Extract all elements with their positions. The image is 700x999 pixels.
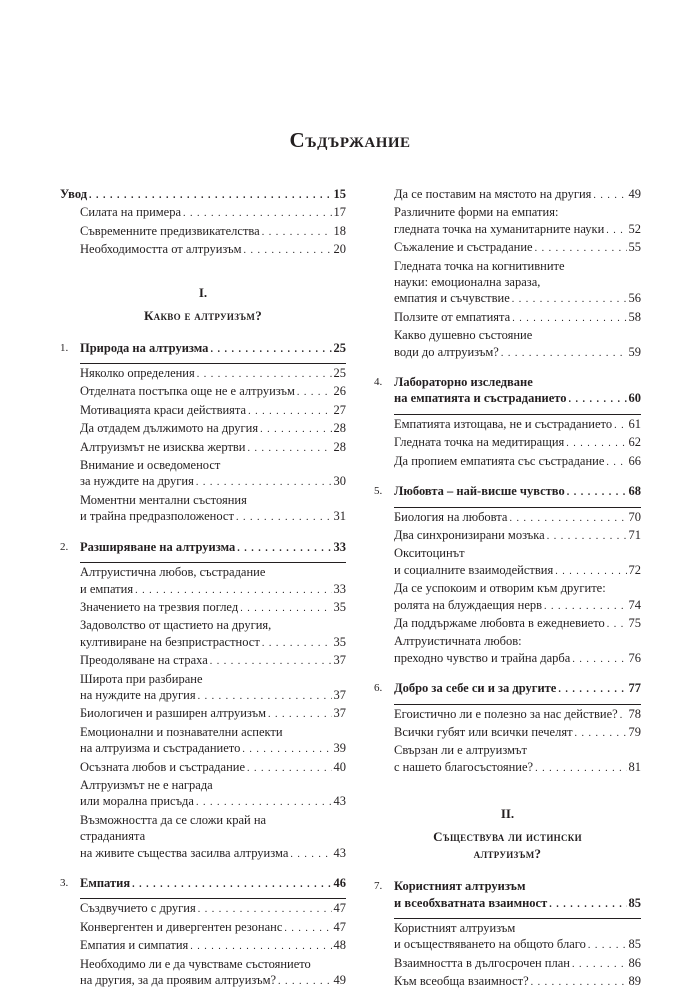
page-number: 47 xyxy=(333,901,346,916)
entry-label: Любовта – най-висше чувство xyxy=(394,484,565,499)
entry-label: ролята на блуждаещия нерв xyxy=(394,597,543,612)
toc-entry[interactable] xyxy=(80,439,346,457)
dot-leader xyxy=(290,847,331,863)
toc-entry[interactable] xyxy=(394,580,641,615)
toc-entry[interactable] xyxy=(80,564,346,599)
page-number: 86 xyxy=(628,955,641,970)
chapter-divider xyxy=(394,918,641,919)
entry-label: Окситоцинът xyxy=(394,546,465,561)
chapter-number: 2. xyxy=(60,540,69,553)
dot-leader xyxy=(237,541,331,557)
chapter-heading[interactable] xyxy=(80,875,346,893)
entry-label: Алтруистична любов, състрадание xyxy=(80,565,266,580)
dot-leader xyxy=(244,243,332,259)
toc-entry[interactable] xyxy=(80,705,346,723)
dot-leader xyxy=(210,654,332,670)
dot-leader xyxy=(197,367,332,383)
page-number: 18 xyxy=(333,223,346,238)
page-number: 49 xyxy=(333,973,346,988)
dot-leader xyxy=(555,564,626,580)
page-number: 43 xyxy=(333,794,346,809)
entry-label: Алтруизмът не е награда xyxy=(80,777,213,792)
page-number: 39 xyxy=(333,741,346,756)
page-number: 62 xyxy=(628,435,641,450)
entry-label: Внимание и осведоменост xyxy=(80,458,221,473)
toc-entry[interactable] xyxy=(80,724,346,759)
chapter-heading[interactable] xyxy=(394,680,641,698)
entry-label: Взаимността в дългосрочен план xyxy=(394,955,570,970)
page-number: 43 xyxy=(333,845,346,860)
chapter-divider xyxy=(80,898,346,899)
page-number: 77 xyxy=(628,681,641,696)
entry-label: и социалните взаимодействия xyxy=(394,562,554,577)
toc-entry[interactable] xyxy=(394,973,641,991)
page-number: 37 xyxy=(333,687,346,702)
part-number: I. xyxy=(198,284,208,300)
page-number: 37 xyxy=(333,706,346,721)
toc-entry[interactable] xyxy=(394,706,641,724)
entry-label: Увод xyxy=(60,187,88,201)
entry-label: Мотивацията краси действията xyxy=(80,402,247,417)
entry-label: на нуждите на другия xyxy=(80,687,196,702)
entry-label: Емпатия и симпатия xyxy=(80,938,189,953)
toc-entry[interactable] xyxy=(80,900,346,918)
entry-label: Гледната точка на медитиращия xyxy=(394,435,565,450)
toc-entry[interactable] xyxy=(394,509,641,527)
toc-entry[interactable] xyxy=(80,365,346,383)
entry-label: Необходимостта от алтруизъм xyxy=(80,242,242,257)
entry-label: Преодоляване на страха xyxy=(80,653,208,668)
dot-leader xyxy=(236,510,332,526)
page-number: 26 xyxy=(333,384,346,399)
page-number: 48 xyxy=(333,938,346,953)
entry-label: емпатия и съчувствие xyxy=(394,291,510,306)
page-number: 76 xyxy=(628,650,641,665)
toc-entry[interactable] xyxy=(394,327,641,362)
toc-entry[interactable] xyxy=(394,434,641,452)
entry-label: Конвергентен и дивергентен резонанс xyxy=(80,919,283,934)
page-number: 52 xyxy=(628,221,641,236)
toc-entry[interactable] xyxy=(80,402,346,420)
toc-entry[interactable] xyxy=(80,492,346,527)
page-number: 33 xyxy=(333,581,346,596)
chapter-divider xyxy=(394,704,641,705)
dot-leader xyxy=(260,422,331,438)
toc-entry[interactable] xyxy=(394,724,641,742)
entry-label: и всеобхватната взаимност xyxy=(394,895,548,910)
entry-label: Към всеобща взаимност? xyxy=(394,974,529,989)
chapter-heading[interactable] xyxy=(80,340,346,358)
page-number: 25 xyxy=(333,366,346,381)
dot-leader xyxy=(242,742,331,758)
chapter xyxy=(374,680,641,777)
page-number: 58 xyxy=(628,309,641,324)
entry-label: води до алтруизъм? xyxy=(394,344,499,359)
toc-entry[interactable] xyxy=(394,742,641,777)
entry-label: страданията xyxy=(80,829,146,844)
entry-label: преходно чувство и трайна дарба xyxy=(394,650,571,665)
dot-leader xyxy=(512,311,626,327)
chapter-block xyxy=(374,878,641,991)
entry-label: Биология на любовта xyxy=(394,509,508,524)
entry-label: Широта при разбиране xyxy=(80,671,203,686)
dot-leader xyxy=(620,708,627,724)
toc-entry[interactable] xyxy=(80,919,346,937)
entry-label: Добро за себе си и за другите xyxy=(394,681,557,696)
page-number: 46 xyxy=(333,876,346,890)
dot-leader xyxy=(544,599,626,615)
entry-label: Съжаление и състрадание xyxy=(394,240,533,255)
entry-label: Емпатията изтощава, не и състраданието xyxy=(394,416,613,431)
dot-leader xyxy=(247,761,331,777)
toc-entry[interactable] xyxy=(80,759,346,777)
entry-label: Користният алтруизъм xyxy=(394,921,516,935)
chapter-divider xyxy=(394,507,641,508)
dot-leader xyxy=(240,601,331,617)
entry-label: и емпатия xyxy=(80,581,134,596)
entry-label: Гледната точка на когнитивните xyxy=(394,258,565,273)
page-number: 17 xyxy=(333,205,346,220)
toc-entry[interactable] xyxy=(80,652,346,670)
dot-leader xyxy=(262,636,332,652)
page-number: 28 xyxy=(333,439,346,454)
page-number: 56 xyxy=(628,291,641,306)
entry-label: Два синхронизирани мозъка xyxy=(394,527,545,542)
part-number: II. xyxy=(500,806,515,822)
chapter xyxy=(60,539,346,863)
toc-entry[interactable] xyxy=(394,416,641,434)
toc-entry[interactable] xyxy=(80,457,346,492)
entry-label: Създвучието с другия xyxy=(80,901,196,916)
entry-label: Различните форми на емпатия: xyxy=(394,205,559,220)
page-number: 49 xyxy=(628,187,641,201)
chapter-divider xyxy=(394,414,641,415)
chapter-block xyxy=(60,875,346,990)
entry-label: Да поддържаме любовта в ежедневието xyxy=(394,615,605,630)
dot-leader xyxy=(262,225,332,241)
chapter-heading[interactable] xyxy=(80,539,346,557)
page-title: Съдържание xyxy=(289,128,411,152)
page-number: 15 xyxy=(333,187,346,201)
entry-label: Задоволство от щастието на другия, xyxy=(80,618,272,633)
chapter-number: 3. xyxy=(60,877,69,889)
dot-leader xyxy=(512,292,627,308)
dot-leader xyxy=(196,475,332,491)
page-number: 68 xyxy=(628,484,641,499)
toc-entry[interactable] xyxy=(80,671,346,706)
dot-leader xyxy=(284,921,331,937)
chapter-divider xyxy=(80,363,346,364)
toc-entry-intro[interactable] xyxy=(60,186,346,204)
chapter xyxy=(374,374,641,471)
toc-entry[interactable] xyxy=(394,239,641,257)
part-title: Какво е алтруизъм? xyxy=(143,307,263,323)
dot-leader xyxy=(535,241,627,257)
dot-leader xyxy=(567,485,627,501)
dot-leader xyxy=(268,707,331,723)
entry-label: Моментни ментални състояния xyxy=(80,492,247,507)
page-number: 30 xyxy=(333,474,346,489)
toc-right-column xyxy=(374,186,641,992)
entry-label: Свързан ли е алтруизмът xyxy=(394,743,527,758)
entry-label: Какво душевно състояние xyxy=(394,328,533,343)
entry-label: Емоционални и познавателни аспекти xyxy=(80,724,283,739)
dot-leader xyxy=(607,617,627,633)
entry-label: Значението на трезвия поглед xyxy=(80,599,239,614)
dot-leader xyxy=(198,902,332,918)
entry-label: науки: емоционална зараза, xyxy=(394,275,541,290)
dot-leader xyxy=(566,436,626,452)
chapter-number: 5. xyxy=(374,485,383,498)
entry-label: Биологичен и разширен алтруизъм xyxy=(80,706,267,721)
entry-label: Всички губят или всички печелят xyxy=(394,724,573,739)
toc-entry[interactable] xyxy=(80,812,346,863)
dot-leader xyxy=(593,188,626,204)
page-number: 61 xyxy=(628,416,641,431)
chapter-block xyxy=(60,340,346,527)
chapter-block xyxy=(374,483,641,668)
entry-label: Емпатия xyxy=(80,876,131,890)
chapter-block xyxy=(374,680,641,777)
page-number: 31 xyxy=(333,509,346,524)
part-title xyxy=(374,828,641,862)
entry-label: Отделната постъпка още не е алтруизъм xyxy=(80,384,295,399)
entry-label: Съвременните предизвикателства xyxy=(80,223,260,238)
entry-label: Да пропием емпатията със състрадание xyxy=(394,453,605,468)
page-number: 72 xyxy=(628,562,641,577)
page-number: 85 xyxy=(628,895,641,910)
page-number: 33 xyxy=(333,539,346,554)
entry-label: Да се поставим на мястото на другия xyxy=(394,187,592,201)
chapter-number: 6. xyxy=(374,682,383,695)
dot-leader xyxy=(531,975,627,991)
toc-entry[interactable] xyxy=(394,955,641,973)
dot-leader xyxy=(572,957,627,973)
dot-leader xyxy=(132,877,331,893)
page-number: 81 xyxy=(628,759,641,774)
toc-entry[interactable] xyxy=(60,241,346,259)
dot-leader xyxy=(588,938,627,954)
dot-leader xyxy=(196,795,332,811)
page-number: 70 xyxy=(628,509,641,524)
entry-label: Лабораторно изследване xyxy=(394,375,533,390)
toc-entry[interactable] xyxy=(394,453,641,471)
entry-label: Природа на алтруизма xyxy=(80,340,209,355)
entry-label: култивиране на безпристрастност xyxy=(80,634,260,649)
chapter-heading[interactable] xyxy=(394,483,641,501)
page-number: 20 xyxy=(333,242,346,257)
page-number: 47 xyxy=(333,919,346,934)
entry-label: или морална присъда xyxy=(80,794,194,809)
chapter xyxy=(60,875,346,990)
page-number: 40 xyxy=(333,759,346,774)
dot-leader xyxy=(297,385,332,401)
dot-leader xyxy=(89,188,331,204)
dot-leader xyxy=(606,223,626,239)
entry-label: Възможността да се сложи край на xyxy=(80,812,267,827)
chapter-block xyxy=(60,539,346,863)
toc-entry[interactable] xyxy=(394,527,641,545)
entry-label: Да отдадем дължимото на другия xyxy=(80,421,259,436)
chapter xyxy=(60,340,346,527)
chapter-block xyxy=(374,374,641,471)
toc-entry[interactable] xyxy=(60,204,346,222)
dot-leader xyxy=(135,583,331,599)
chapter-number: 1. xyxy=(60,341,69,354)
dot-leader xyxy=(569,392,627,408)
page-number: 75 xyxy=(628,615,641,630)
dot-leader xyxy=(572,652,626,668)
page-number: 89 xyxy=(628,974,641,989)
entry-label: Разширяване на алтруизма xyxy=(80,539,236,554)
intro-section xyxy=(60,186,346,260)
dot-leader xyxy=(606,455,626,471)
page-number: 59 xyxy=(628,344,641,359)
entry-label: на живите същества засилва алтруизма xyxy=(80,845,289,860)
entry-label: Користният алтруизъм xyxy=(394,879,526,894)
entry-label: с нашето благосъстояние? xyxy=(394,759,534,774)
dot-leader xyxy=(501,346,627,362)
dot-leader xyxy=(248,441,332,457)
page-number: 28 xyxy=(333,421,346,436)
chapter-divider xyxy=(80,562,346,563)
entry-label: и осъществяването на общото благо xyxy=(394,937,586,952)
entry-label: Алтруизмът не изисква жертви xyxy=(80,439,246,454)
entry-label: на другия, за да проявим алтруизъм? xyxy=(80,973,277,988)
part-title-line: Съществува ли истински xyxy=(433,829,582,845)
page-number: 79 xyxy=(628,724,641,739)
toc-entry[interactable] xyxy=(80,383,346,401)
page-number: 35 xyxy=(333,634,346,649)
chapter-number: 7. xyxy=(374,880,383,893)
entry-label: Силата на примера xyxy=(80,205,182,220)
page-number: 66 xyxy=(628,453,641,468)
toc-entry[interactable] xyxy=(394,615,641,633)
toc-entry[interactable] xyxy=(80,420,346,438)
page-number: 27 xyxy=(333,402,346,417)
dot-leader xyxy=(210,342,331,358)
toc-entry[interactable] xyxy=(80,617,346,652)
toc-entry[interactable] xyxy=(394,633,641,668)
entry-label: Алтруистичната любов: xyxy=(394,634,522,649)
dot-leader xyxy=(198,689,332,705)
entry-label: Необходимо ли е да чувстваме състоянието xyxy=(80,956,311,971)
dot-leader xyxy=(183,206,331,222)
toc-entry[interactable] xyxy=(394,920,641,955)
page-number: 35 xyxy=(333,599,346,614)
toc-entry[interactable] xyxy=(80,937,346,955)
toc-entry[interactable] xyxy=(394,545,641,580)
chapter xyxy=(374,878,641,991)
dot-leader xyxy=(278,974,331,990)
dot-leader xyxy=(190,939,331,955)
part-title-line: алтруизъм? xyxy=(473,846,542,862)
dot-leader xyxy=(248,404,331,420)
page-number: 25 xyxy=(333,340,346,355)
toc-entry[interactable] xyxy=(80,956,346,991)
chapter xyxy=(374,483,641,668)
toc-entry[interactable] xyxy=(394,309,641,327)
page-number: 78 xyxy=(628,706,641,721)
toc-entry[interactable] xyxy=(394,258,641,309)
dot-leader xyxy=(509,511,626,527)
entry-label: за нуждите на другия xyxy=(80,474,194,489)
entry-label: Егоистично ли е полезно за нас действие? xyxy=(394,706,618,721)
toc-entry[interactable] xyxy=(394,186,641,204)
chapter-heading[interactable] xyxy=(394,374,641,409)
page-number: 55 xyxy=(628,240,641,255)
toc-left-column xyxy=(60,186,346,990)
page-number: 71 xyxy=(628,527,641,542)
page-number: 85 xyxy=(628,937,641,952)
entry-label: Ползите от емпатията xyxy=(394,309,511,324)
toc-entry[interactable] xyxy=(60,223,346,241)
dot-leader xyxy=(547,529,627,545)
toc-entry[interactable] xyxy=(394,204,641,239)
toc-entry[interactable] xyxy=(80,777,346,812)
dot-leader xyxy=(614,418,626,434)
entry-label: на емпатията и състраданието xyxy=(394,391,567,406)
entry-label: гледната точка на хуманитарните науки xyxy=(394,221,605,236)
entry-label: на алтруизма и състраданието xyxy=(80,741,241,756)
dot-leader xyxy=(575,726,627,742)
dot-leader xyxy=(549,897,626,913)
entry-label: Няколко определения xyxy=(80,366,195,381)
page-number: 37 xyxy=(333,653,346,668)
chapter-number: 4. xyxy=(374,376,383,389)
entry-label: и трайна предразположеност xyxy=(80,509,234,524)
page-number: 74 xyxy=(628,597,641,612)
toc-entry[interactable] xyxy=(80,599,346,617)
entry-label: Да се успокоим и отворим към другите: xyxy=(394,581,606,596)
page-number: 60 xyxy=(628,391,641,406)
chapter-heading[interactable] xyxy=(394,878,641,913)
dot-leader xyxy=(558,682,626,698)
dot-leader xyxy=(535,761,626,777)
entry-label: Осъзната любов и състрадание xyxy=(80,759,246,774)
